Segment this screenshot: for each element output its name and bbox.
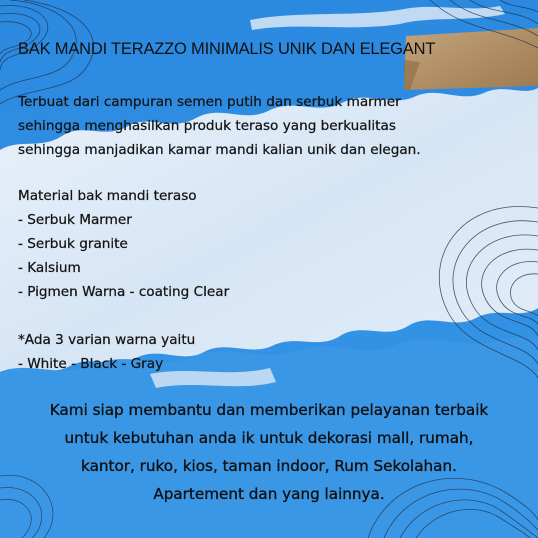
closing-line: untuk kebutuhan anda ik untuk dekorasi mall, rumah,: [64, 429, 474, 447]
variants-heading: *Ada 3 varian warna yaitu: [18, 332, 196, 348]
material-item: - Kalsium: [18, 260, 81, 276]
kraft-tape: [404, 28, 538, 90]
variants-list: - White - Black - Gray: [18, 356, 164, 372]
materials-heading: Material bak mandi teraso: [18, 188, 197, 204]
intro-line: sehingga menghasilkan produk teraso yang berkualitas: [18, 118, 396, 134]
intro-paragraph: [18, 90, 421, 162]
variants-section: [18, 328, 195, 376]
material-item: - Serbuk granite: [18, 236, 128, 252]
material-item: - Serbuk Marmer: [18, 212, 132, 228]
poster-title: BAK MANDI TERAZZO MINIMALIS UNIK DAN ELEGANT: [18, 40, 436, 58]
materials-section: [18, 184, 229, 304]
closing-line: kantor, ruko, kios, taman indoor, Rum Sekolahan.: [81, 457, 457, 475]
closing-line: Kami siap membantu dan memberikan pelayanan terbaik: [49, 401, 489, 419]
intro-line: sehingga manjadikan kamar mandi kalian unik dan elegan.: [18, 142, 421, 158]
closing-line: Apartement dan yang lainnya.: [153, 485, 385, 503]
material-item: - Pigmen Warna - coating Clear: [18, 284, 230, 300]
intro-line: Terbuat dari campuran semen putih dan serbuk marmer: [18, 94, 401, 110]
closing-paragraph: [0, 396, 538, 508]
